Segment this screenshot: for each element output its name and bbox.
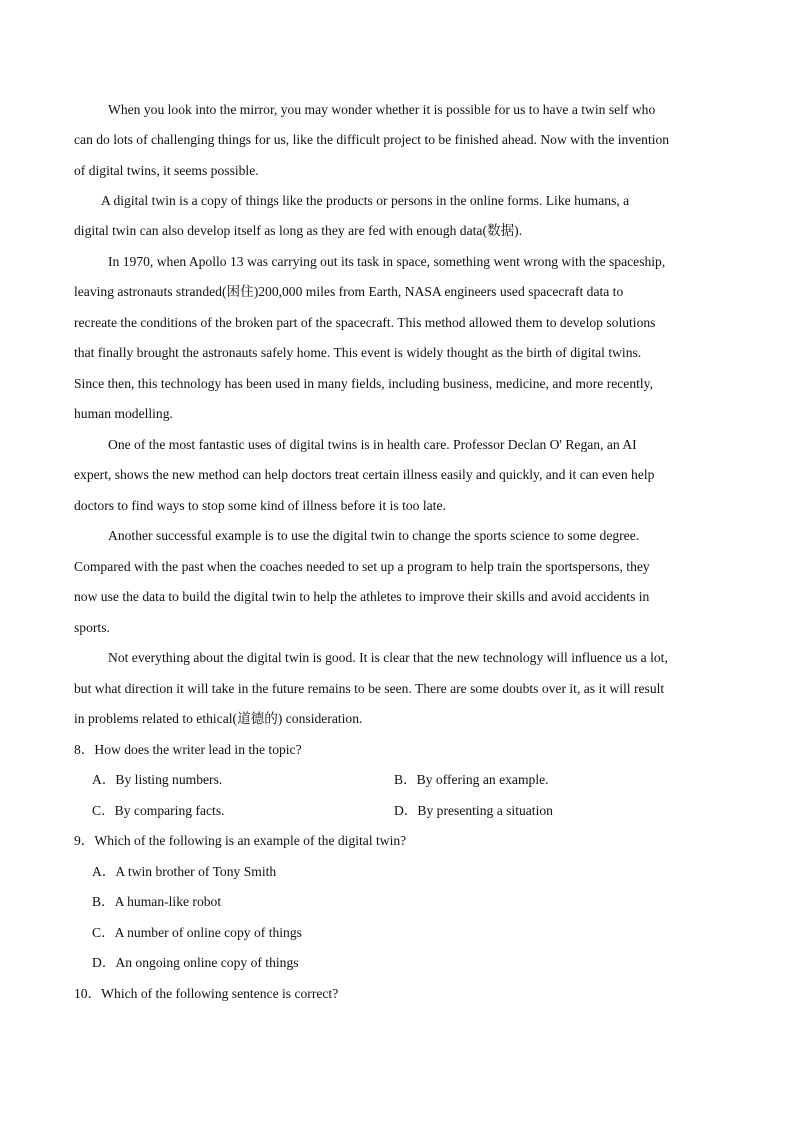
passage-line: doctors to find ways to stop some kind of illness before it is too late.: [74, 498, 446, 513]
option-a: A．By listing numbers.: [92, 772, 223, 787]
passage-line: Since then, this technology has been used in many fields, including business, medicine, and more recently,: [74, 376, 653, 391]
passage-line: One of the most fantastic uses of digital twins is in health care. Professor Declan O' Regan, an AI: [108, 437, 637, 452]
option-b: B．By offering an example.: [394, 772, 549, 787]
passage-line: A digital twin is a copy of things like the products or persons in the online forms. Like humans, a: [101, 193, 630, 208]
passage-line: digital twin can also develop itself as long as they are fed with enough data(数据).: [74, 223, 523, 238]
option-c: C．A number of online copy of things: [92, 925, 302, 940]
option-c: C．By comparing facts.: [92, 803, 225, 818]
option-a: A．A twin brother of Tony Smith: [92, 864, 277, 879]
passage-line: of digital twins, it seems possible.: [74, 163, 259, 178]
passage-line: Not everything about the digital twin is good. It is clear that the new technology will influence us a lot,: [108, 650, 668, 665]
passage-line: but what direction it will take in the future remains to be seen. There are some doubts over it, as it will result: [74, 681, 665, 696]
passage-line: Compared with the past when the coaches needed to set up a program to help train the sportspersons, they: [74, 559, 650, 574]
passage-line: leaving astronauts stranded(困住)200,000 miles from Earth, NASA engineers used spacecraft data to: [74, 284, 624, 299]
question-stem: 10．Which of the following sentence is correct?: [74, 986, 339, 1001]
passage-line: can do lots of challenging things for us, like the difficult project to be finished ahead. Now with the invention: [74, 132, 670, 147]
passage-line: recreate the conditions of the broken part of the spacecraft. This method allowed them to develop solutions: [74, 315, 656, 330]
option-b: B．A human-like robot: [92, 894, 222, 909]
passage-line: now use the data to build the digital twin to help the athletes to improve their skills and avoid accidents in: [74, 589, 650, 604]
passage-line: In 1970, when Apollo 13 was carrying out its task in space, something went wrong with the spaceship,: [108, 254, 666, 269]
option-d: D．An ongoing online copy of things: [92, 955, 299, 970]
passage-line: Another successful example is to use the digital twin to change the sports science to some degree.: [108, 528, 640, 543]
option-d: D．By presenting a situation: [394, 803, 553, 818]
passage-line: in problems related to ethical(道德的) consideration.: [74, 711, 363, 726]
passage-line: expert, shows the new method can help doctors treat certain illness easily and quickly, and it can even help: [74, 467, 655, 482]
passage-line: When you look into the mirror, you may wonder whether it is possible for us to have a twin self who: [108, 102, 656, 117]
question-stem: 8．How does the writer lead in the topic?: [74, 742, 302, 757]
passage-line: that finally brought the astronauts safely home. This event is widely thought as the birth of digital twins.: [74, 345, 642, 360]
passage-line: human modelling.: [74, 406, 173, 421]
question-stem: 9．Which of the following is an example of the digital twin?: [74, 833, 407, 848]
passage-line: sports.: [74, 620, 110, 635]
